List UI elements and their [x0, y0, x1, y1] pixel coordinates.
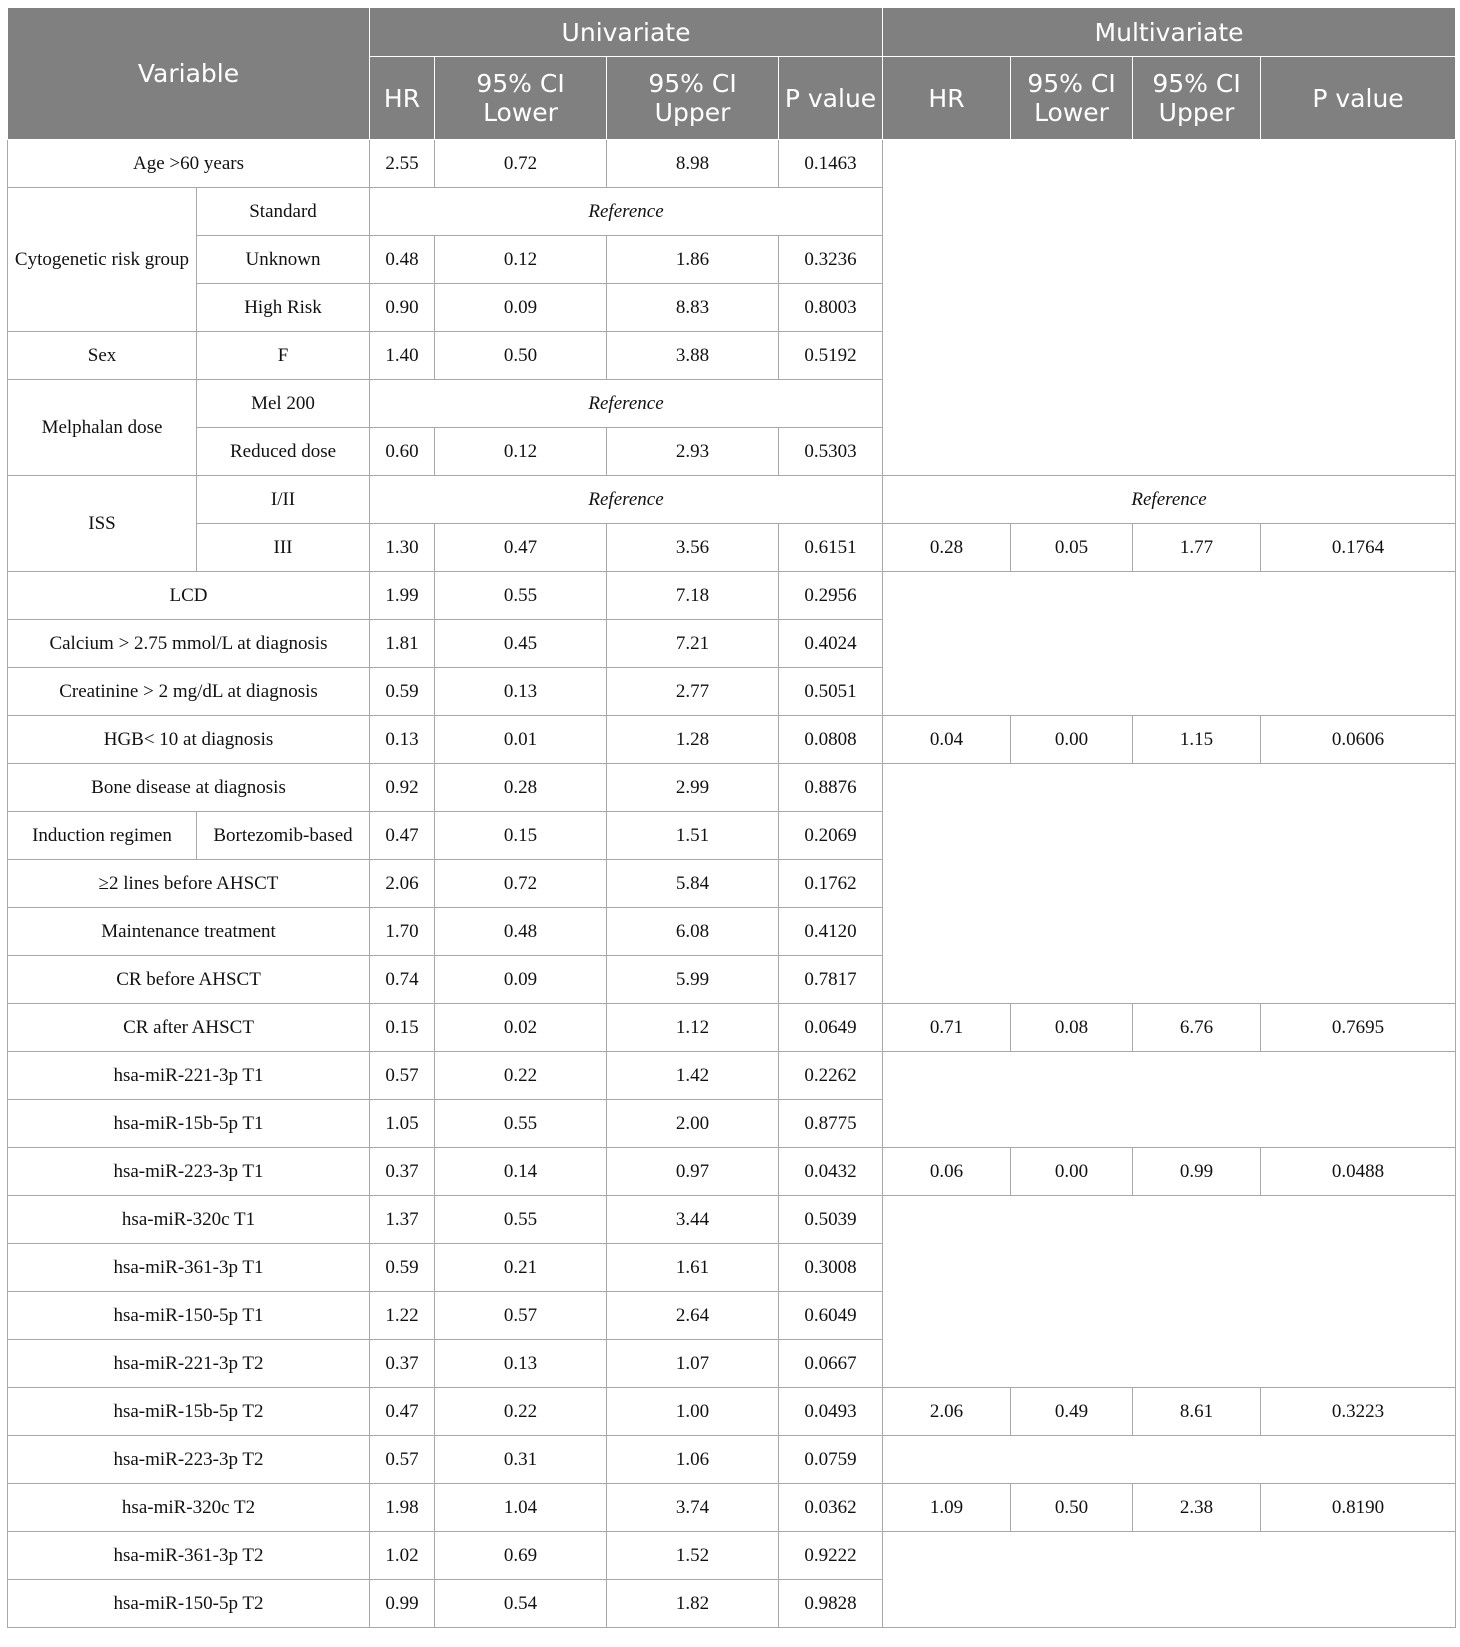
uni-p-value: 0.2069: [779, 812, 883, 860]
multi-p-value: 0.7695: [1261, 1004, 1456, 1052]
table-row: [8, 1052, 1456, 1100]
uni-p-value: 0.0808: [779, 716, 883, 764]
uni-hr: 2.55: [370, 140, 435, 188]
multi-empty: [883, 188, 1456, 236]
row-label: hsa-miR-150-5p T1: [8, 1292, 370, 1340]
uni-hr: 1.81: [370, 620, 435, 668]
row-label: hsa-miR-15b-5p T2: [8, 1388, 370, 1436]
row-sublabel: III: [197, 524, 370, 572]
uni-ci-lower: 0.28: [435, 764, 607, 812]
multi-ci-upper: 1.15: [1133, 716, 1261, 764]
uni-p-value: 0.4024: [779, 620, 883, 668]
table-row: [8, 620, 1456, 668]
multi-empty: [883, 1436, 1456, 1484]
uni-hr: 0.92: [370, 764, 435, 812]
uni-ci-upper: 7.18: [607, 572, 779, 620]
uni-hr: 0.37: [370, 1148, 435, 1196]
table-row: [8, 1100, 1456, 1148]
multi-ci-upper: 1.77: [1133, 524, 1261, 572]
uni-ci-lower: 0.45: [435, 620, 607, 668]
uni-hr: 1.70: [370, 908, 435, 956]
uni-p-value: 0.5303: [779, 428, 883, 476]
header-variable: Variable: [8, 8, 370, 140]
row-label: ≥2 lines before AHSCT: [8, 860, 370, 908]
header-uni-ci-upper: 95% CI Upper: [607, 57, 779, 140]
uni-p-value: 0.1762: [779, 860, 883, 908]
header-univariate: Univariate: [370, 8, 883, 57]
multi-empty: [883, 1580, 1456, 1628]
uni-ci-lower: 0.48: [435, 908, 607, 956]
uni-ci-lower: 0.15: [435, 812, 607, 860]
multi-ci-upper: 6.76: [1133, 1004, 1261, 1052]
uni-hr: 0.15: [370, 1004, 435, 1052]
uni-ci-upper: 2.99: [607, 764, 779, 812]
uni-p-value: 0.8775: [779, 1100, 883, 1148]
multi-empty: [883, 1196, 1456, 1244]
table-row: [8, 1580, 1456, 1628]
row-label: hsa-miR-223-3p T2: [8, 1436, 370, 1484]
row-sublabel: Reduced dose: [197, 428, 370, 476]
row-label: hsa-miR-361-3p T1: [8, 1244, 370, 1292]
row-sublabel: Mel 200: [197, 380, 370, 428]
multi-hr: 0.28: [883, 524, 1011, 572]
uni-ci-lower: 0.14: [435, 1148, 607, 1196]
table-row: [8, 764, 1456, 812]
multi-p-value: 0.8190: [1261, 1484, 1456, 1532]
uni-hr: 0.47: [370, 1388, 435, 1436]
table-row: [8, 476, 1456, 524]
row-label: Creatinine > 2 mg/dL at diagnosis: [8, 668, 370, 716]
multi-ci-lower: 0.50: [1011, 1484, 1133, 1532]
table-row: [8, 1436, 1456, 1484]
row-label: CR before AHSCT: [8, 956, 370, 1004]
row-sublabel: Unknown: [197, 236, 370, 284]
uni-ci-lower: 0.31: [435, 1436, 607, 1484]
table-row: [8, 428, 1456, 476]
row-label: hsa-miR-221-3p T2: [8, 1340, 370, 1388]
uni-ci-upper: 1.06: [607, 1436, 779, 1484]
multi-p-value: 0.3223: [1261, 1388, 1456, 1436]
uni-hr: 0.57: [370, 1052, 435, 1100]
multi-empty: [883, 380, 1456, 428]
uni-ci-lower: 0.69: [435, 1532, 607, 1580]
uni-ci-upper: 2.64: [607, 1292, 779, 1340]
uni-ci-upper: 5.84: [607, 860, 779, 908]
table-row: [8, 956, 1456, 1004]
reference-cell: Reference: [370, 380, 883, 428]
row-label: hsa-miR-320c T2: [8, 1484, 370, 1532]
multi-empty: [883, 620, 1456, 668]
multi-ci-upper: 0.99: [1133, 1148, 1261, 1196]
multi-empty: [883, 764, 1456, 812]
multi-empty: [883, 956, 1456, 1004]
multi-empty: [883, 668, 1456, 716]
uni-ci-upper: 2.77: [607, 668, 779, 716]
row-label: HGB< 10 at diagnosis: [8, 716, 370, 764]
multi-p-value: 0.0488: [1261, 1148, 1456, 1196]
uni-ci-lower: 0.22: [435, 1052, 607, 1100]
uni-hr: 0.90: [370, 284, 435, 332]
uni-ci-upper: 1.82: [607, 1580, 779, 1628]
table-row: [8, 1004, 1456, 1052]
uni-ci-upper: 8.83: [607, 284, 779, 332]
uni-ci-upper: 1.12: [607, 1004, 779, 1052]
uni-p-value: 0.5192: [779, 332, 883, 380]
row-label: LCD: [8, 572, 370, 620]
uni-ci-lower: 0.09: [435, 284, 607, 332]
uni-ci-upper: 3.74: [607, 1484, 779, 1532]
uni-hr: 0.59: [370, 668, 435, 716]
row-label: CR after AHSCT: [8, 1004, 370, 1052]
uni-hr: 0.37: [370, 1340, 435, 1388]
uni-ci-lower: 0.47: [435, 524, 607, 572]
uni-p-value: 0.0649: [779, 1004, 883, 1052]
table-row: [8, 1244, 1456, 1292]
multi-hr: 0.06: [883, 1148, 1011, 1196]
uni-p-value: 0.0432: [779, 1148, 883, 1196]
uni-ci-upper: 3.56: [607, 524, 779, 572]
multi-empty: [883, 140, 1456, 188]
table-row: [8, 1484, 1456, 1532]
uni-ci-upper: 1.42: [607, 1052, 779, 1100]
uni-p-value: 0.0759: [779, 1436, 883, 1484]
uni-hr: 1.40: [370, 332, 435, 380]
header-multi-p-value: P value: [1261, 57, 1456, 140]
uni-p-value: 0.0362: [779, 1484, 883, 1532]
multi-empty: [883, 1052, 1456, 1100]
multi-ci-lower: 0.00: [1011, 1148, 1133, 1196]
multi-empty: [883, 428, 1456, 476]
uni-ci-lower: 0.13: [435, 1340, 607, 1388]
uni-ci-lower: 0.09: [435, 956, 607, 1004]
uni-ci-upper: 8.98: [607, 140, 779, 188]
uni-ci-lower: 0.55: [435, 572, 607, 620]
row-sublabel: Standard: [197, 188, 370, 236]
multi-empty: [883, 908, 1456, 956]
uni-ci-lower: 0.12: [435, 236, 607, 284]
uni-ci-upper: 5.99: [607, 956, 779, 1004]
uni-ci-upper: 1.51: [607, 812, 779, 860]
header-multi-hr: HR: [883, 57, 1011, 140]
row-sublabel: F: [197, 332, 370, 380]
uni-p-value: 0.9222: [779, 1532, 883, 1580]
uni-hr: 1.22: [370, 1292, 435, 1340]
multi-empty: [883, 1532, 1456, 1580]
multi-empty: [883, 860, 1456, 908]
multi-hr: 0.71: [883, 1004, 1011, 1052]
uni-hr: 1.30: [370, 524, 435, 572]
multi-ci-upper: 8.61: [1133, 1388, 1261, 1436]
uni-hr: 1.99: [370, 572, 435, 620]
header-multi-ci-upper: 95% CI Upper: [1133, 57, 1261, 140]
table-row: [8, 1388, 1456, 1436]
uni-ci-upper: 1.52: [607, 1532, 779, 1580]
reference-cell: Reference: [370, 188, 883, 236]
uni-ci-lower: 0.57: [435, 1292, 607, 1340]
uni-p-value: 0.6049: [779, 1292, 883, 1340]
multi-hr: 0.04: [883, 716, 1011, 764]
multi-ci-lower: 0.05: [1011, 524, 1133, 572]
row-label: Age >60 years: [8, 140, 370, 188]
multi-empty: [883, 236, 1456, 284]
multi-hr: 1.09: [883, 1484, 1011, 1532]
row-label: hsa-miR-150-5p T2: [8, 1580, 370, 1628]
multi-empty: [883, 1244, 1456, 1292]
multi-empty: [883, 332, 1456, 380]
uni-ci-upper: 7.21: [607, 620, 779, 668]
uni-hr: 2.06: [370, 860, 435, 908]
multi-ci-lower: 0.49: [1011, 1388, 1133, 1436]
uni-hr: 0.99: [370, 1580, 435, 1628]
multi-empty: [883, 572, 1456, 620]
table-row: [8, 284, 1456, 332]
row-label: hsa-miR-320c T1: [8, 1196, 370, 1244]
multi-hr: 2.06: [883, 1388, 1011, 1436]
uni-hr: 0.57: [370, 1436, 435, 1484]
uni-p-value: 0.4120: [779, 908, 883, 956]
uni-p-value: 0.0493: [779, 1388, 883, 1436]
row-label: Bone disease at diagnosis: [8, 764, 370, 812]
uni-hr: 1.37: [370, 1196, 435, 1244]
uni-ci-upper: 1.86: [607, 236, 779, 284]
table-row: [8, 1148, 1456, 1196]
uni-ci-lower: 0.55: [435, 1196, 607, 1244]
uni-p-value: 0.2262: [779, 1052, 883, 1100]
multi-empty: [883, 812, 1456, 860]
multi-p-value: 0.0606: [1261, 716, 1456, 764]
multi-empty: [883, 1100, 1456, 1148]
row-label: hsa-miR-15b-5p T1: [8, 1100, 370, 1148]
uni-ci-upper: 0.97: [607, 1148, 779, 1196]
uni-hr: 1.02: [370, 1532, 435, 1580]
row-sublabel: High Risk: [197, 284, 370, 332]
uni-p-value: 0.2956: [779, 572, 883, 620]
uni-p-value: 0.5051: [779, 668, 883, 716]
row-label: Maintenance treatment: [8, 908, 370, 956]
table-row: [8, 236, 1456, 284]
table-row: [8, 1340, 1456, 1388]
header-uni-hr: HR: [370, 57, 435, 140]
header-row-groups: [8, 8, 1456, 57]
uni-ci-lower: 0.13: [435, 668, 607, 716]
table-row: [8, 1196, 1456, 1244]
uni-p-value: 0.3008: [779, 1244, 883, 1292]
uni-p-value: 0.5039: [779, 1196, 883, 1244]
row-group-label: Cytogenetic risk group: [8, 188, 197, 332]
multi-ci-lower: 0.00: [1011, 716, 1133, 764]
uni-ci-lower: 0.22: [435, 1388, 607, 1436]
uni-ci-upper: 2.93: [607, 428, 779, 476]
uni-p-value: 0.8876: [779, 764, 883, 812]
table-row: [8, 380, 1456, 428]
multi-reference-cell: Reference: [883, 476, 1456, 524]
table-row: [8, 668, 1456, 716]
uni-hr: 0.59: [370, 1244, 435, 1292]
header-uni-p-value: P value: [779, 57, 883, 140]
header-uni-ci-lower: 95% CI Lower: [435, 57, 607, 140]
uni-ci-lower: 0.12: [435, 428, 607, 476]
table-row: [8, 860, 1456, 908]
uni-ci-upper: 1.00: [607, 1388, 779, 1436]
row-label: hsa-miR-221-3p T1: [8, 1052, 370, 1100]
header-multi-ci-lower: 95% CI Lower: [1011, 57, 1133, 140]
multi-ci-upper: 2.38: [1133, 1484, 1261, 1532]
uni-p-value: 0.9828: [779, 1580, 883, 1628]
reference-cell: Reference: [370, 476, 883, 524]
row-group-label: Melphalan dose: [8, 380, 197, 476]
multi-empty: [883, 1292, 1456, 1340]
uni-ci-upper: 1.61: [607, 1244, 779, 1292]
uni-ci-lower: 0.01: [435, 716, 607, 764]
multi-empty: [883, 284, 1456, 332]
uni-ci-lower: 0.54: [435, 1580, 607, 1628]
uni-hr: 0.60: [370, 428, 435, 476]
uni-ci-lower: 0.02: [435, 1004, 607, 1052]
table-row: [8, 908, 1456, 956]
uni-ci-lower: 0.72: [435, 140, 607, 188]
uni-hr: 1.05: [370, 1100, 435, 1148]
table-row: [8, 812, 1456, 860]
uni-ci-upper: 1.28: [607, 716, 779, 764]
table-row: [8, 332, 1456, 380]
table-row: [8, 524, 1456, 572]
uni-hr: 0.13: [370, 716, 435, 764]
uni-hr: 0.47: [370, 812, 435, 860]
uni-p-value: 0.3236: [779, 236, 883, 284]
table-row: [8, 572, 1456, 620]
row-group-label: ISS: [8, 476, 197, 572]
uni-ci-lower: 0.72: [435, 860, 607, 908]
uni-ci-upper: 2.00: [607, 1100, 779, 1148]
uni-ci-lower: 0.50: [435, 332, 607, 380]
uni-p-value: 0.1463: [779, 140, 883, 188]
uni-ci-upper: 1.07: [607, 1340, 779, 1388]
row-label: hsa-miR-223-3p T1: [8, 1148, 370, 1196]
uni-ci-lower: 0.55: [435, 1100, 607, 1148]
uni-hr: 0.48: [370, 236, 435, 284]
multi-ci-lower: 0.08: [1011, 1004, 1133, 1052]
uni-hr: 1.98: [370, 1484, 435, 1532]
uni-p-value: 0.0667: [779, 1340, 883, 1388]
uni-ci-upper: 3.88: [607, 332, 779, 380]
row-group-label: Induction regimen: [8, 812, 197, 860]
uni-ci-upper: 3.44: [607, 1196, 779, 1244]
uni-ci-lower: 0.21: [435, 1244, 607, 1292]
table-row: [8, 1292, 1456, 1340]
table-row: [8, 716, 1456, 764]
table-row: [8, 1532, 1456, 1580]
uni-ci-lower: 1.04: [435, 1484, 607, 1532]
table-row: [8, 140, 1456, 188]
uni-ci-upper: 6.08: [607, 908, 779, 956]
uni-p-value: 0.6151: [779, 524, 883, 572]
table-row: [8, 188, 1456, 236]
row-sublabel: Bortezomib-based: [197, 812, 370, 860]
cox-regression-table: [7, 7, 1456, 1628]
uni-p-value: 0.8003: [779, 284, 883, 332]
multi-empty: [883, 1340, 1456, 1388]
row-label: hsa-miR-361-3p T2: [8, 1532, 370, 1580]
row-sublabel: I/II: [197, 476, 370, 524]
multi-p-value: 0.1764: [1261, 524, 1456, 572]
uni-p-value: 0.7817: [779, 956, 883, 1004]
header-multivariate: Multivariate: [883, 8, 1456, 57]
row-group-label: Sex: [8, 332, 197, 380]
row-label: Calcium > 2.75 mmol/L at diagnosis: [8, 620, 370, 668]
uni-hr: 0.74: [370, 956, 435, 1004]
